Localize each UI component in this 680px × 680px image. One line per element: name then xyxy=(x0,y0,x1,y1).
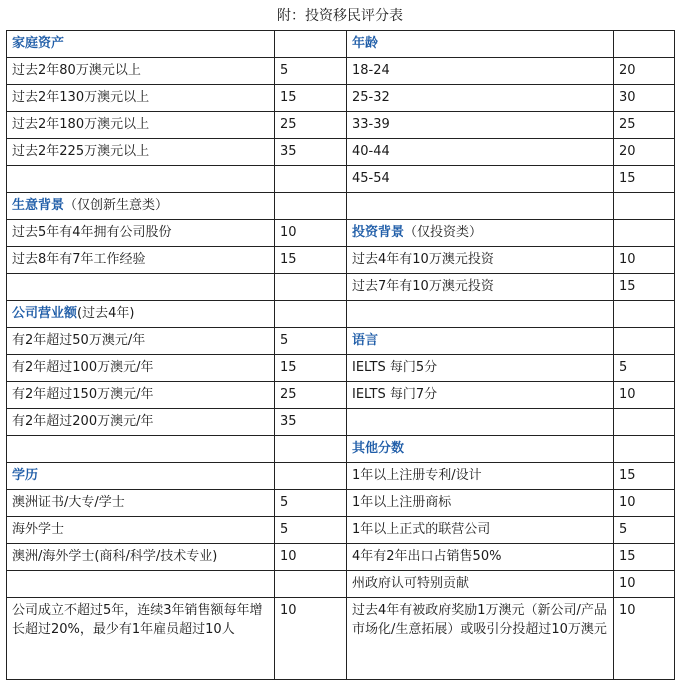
right-score-cell: 20 xyxy=(614,139,675,166)
left-score-cell: 15 xyxy=(275,247,347,274)
left-item-cell: 海外学士 xyxy=(7,517,275,544)
left-item-cell xyxy=(7,274,275,301)
table-row xyxy=(7,112,675,139)
left-score-cell xyxy=(275,571,347,598)
left-score-cell xyxy=(275,463,347,490)
right-item-cell xyxy=(347,193,614,220)
left-item-cell: 过去2年180万澳元以上 xyxy=(7,112,275,139)
right-item-cell: IELTS 每门7分 xyxy=(347,382,614,409)
table-row xyxy=(7,220,675,247)
left-item-cell: 有2年超过100万澳元/年 xyxy=(7,355,275,382)
right-item-cell: 4年有2年出口占销售50% xyxy=(347,544,614,571)
right-score-cell: 15 xyxy=(614,463,675,490)
left-item-cell: 澳洲证书/大专/学士 xyxy=(7,490,275,517)
table-row xyxy=(7,355,675,382)
section-note: （仅投资类） xyxy=(404,225,483,240)
right-score-cell xyxy=(614,31,675,58)
left-score-cell: 25 xyxy=(275,382,347,409)
left-item-cell xyxy=(7,166,275,193)
right-item-cell xyxy=(347,328,614,355)
left-item-cell: 有2年超过200万澳元/年 xyxy=(7,409,275,436)
table-row xyxy=(7,85,675,112)
left-item-cell xyxy=(7,436,275,463)
right-item-cell: 33-39 xyxy=(347,112,614,139)
right-score-cell xyxy=(614,193,675,220)
right-score-cell: 10 xyxy=(614,598,675,680)
table-row xyxy=(7,382,675,409)
section-note: （仅创新生意类） xyxy=(64,198,169,213)
right-score-cell xyxy=(614,436,675,463)
left-item-cell: 过去2年130万澳元以上 xyxy=(7,85,275,112)
table-row xyxy=(7,193,675,220)
section-header: 生意背景 xyxy=(12,198,65,213)
left-score-cell: 5 xyxy=(275,490,347,517)
points-table xyxy=(6,30,675,680)
left-score-cell: 10 xyxy=(275,544,347,571)
table-row xyxy=(7,409,675,436)
table-row xyxy=(7,463,675,490)
table-row xyxy=(7,517,675,544)
left-score-cell: 10 xyxy=(275,220,347,247)
right-score-cell: 10 xyxy=(614,382,675,409)
table-row xyxy=(7,328,675,355)
right-item-cell: 40-44 xyxy=(347,139,614,166)
right-item-cell xyxy=(347,31,614,58)
right-item-cell xyxy=(347,436,614,463)
right-item-cell xyxy=(347,220,614,247)
right-score-cell: 25 xyxy=(614,112,675,139)
left-item-cell xyxy=(7,571,275,598)
right-score-cell xyxy=(614,409,675,436)
right-item-cell: 过去7年有10万澳元投资 xyxy=(347,274,614,301)
table-row xyxy=(7,571,675,598)
right-score-cell: 10 xyxy=(614,490,675,517)
left-score-cell xyxy=(275,193,347,220)
right-score-cell: 30 xyxy=(614,85,675,112)
left-item-cell xyxy=(7,463,275,490)
left-score-cell xyxy=(275,166,347,193)
left-score-cell: 5 xyxy=(275,328,347,355)
left-item-cell: 过去5年有4年拥有公司股份 xyxy=(7,220,275,247)
right-score-cell: 5 xyxy=(614,355,675,382)
right-item-cell: 过去4年有被政府奖励1万澳元（新公司/产品市场化/生意拓展）或吸引分投超过10万澳元 xyxy=(347,598,614,680)
section-note: (过去4年) xyxy=(77,306,135,321)
section-header: 公司营业额 xyxy=(12,306,78,321)
left-score-cell: 25 xyxy=(275,112,347,139)
table-row xyxy=(7,247,675,274)
right-score-cell xyxy=(614,220,675,247)
section-header: 学历 xyxy=(12,468,39,483)
section-header: 其他分数 xyxy=(352,441,405,456)
table-row xyxy=(7,544,675,571)
left-item-cell: 公司成立不超过5年，连续3年销售额每年增长超过20%，最少有1年雇员超过10人 xyxy=(7,598,275,680)
right-item-cell: IELTS 每门5分 xyxy=(347,355,614,382)
table-row xyxy=(7,490,675,517)
table-row xyxy=(7,166,675,193)
left-score-cell xyxy=(275,274,347,301)
left-score-cell: 35 xyxy=(275,409,347,436)
page-title: 附：投资移民评分表 xyxy=(277,8,403,24)
left-item-cell: 有2年超过150万澳元/年 xyxy=(7,382,275,409)
left-item-cell xyxy=(7,301,275,328)
left-score-cell: 15 xyxy=(275,355,347,382)
table-row xyxy=(7,274,675,301)
right-score-cell: 10 xyxy=(614,247,675,274)
right-item-cell: 过去4年有10万澳元投资 xyxy=(347,247,614,274)
section-header: 投资背景 xyxy=(352,225,405,240)
table-row xyxy=(7,301,675,328)
left-item-cell: 过去2年80万澳元以上 xyxy=(7,58,275,85)
left-score-cell xyxy=(275,436,347,463)
left-item-cell: 过去8年有7年工作经验 xyxy=(7,247,275,274)
left-item-cell xyxy=(7,31,275,58)
right-item-cell: 45-54 xyxy=(347,166,614,193)
right-score-cell: 5 xyxy=(614,517,675,544)
right-item-cell xyxy=(347,301,614,328)
section-header: 家庭资产 xyxy=(12,36,65,51)
right-item-cell: 州政府认可特别贡献 xyxy=(347,571,614,598)
right-score-cell: 15 xyxy=(614,544,675,571)
left-score-cell: 5 xyxy=(275,58,347,85)
left-item-cell: 有2年超过50万澳元/年 xyxy=(7,328,275,355)
table-row xyxy=(7,58,675,85)
table-row xyxy=(7,31,675,58)
left-item-cell: 过去2年225万澳元以上 xyxy=(7,139,275,166)
right-score-cell xyxy=(614,328,675,355)
right-score-cell: 20 xyxy=(614,58,675,85)
left-score-cell: 35 xyxy=(275,139,347,166)
right-item-cell: 18-24 xyxy=(347,58,614,85)
section-header: 年龄 xyxy=(352,36,379,51)
table-row xyxy=(7,598,675,680)
right-score-cell: 15 xyxy=(614,166,675,193)
left-score-cell: 10 xyxy=(275,598,347,680)
left-item-cell: 澳洲/海外学士(商科/科学/技术专业) xyxy=(7,544,275,571)
table-row xyxy=(7,139,675,166)
right-score-cell xyxy=(614,301,675,328)
right-item-cell xyxy=(347,409,614,436)
right-score-cell: 15 xyxy=(614,274,675,301)
left-score-cell: 5 xyxy=(275,517,347,544)
right-item-cell: 1年以上注册商标 xyxy=(347,490,614,517)
left-score-cell xyxy=(275,301,347,328)
section-header: 语言 xyxy=(352,333,379,348)
left-score-cell: 15 xyxy=(275,85,347,112)
right-item-cell: 1年以上注册专利/设计 xyxy=(347,463,614,490)
right-item-cell: 25-32 xyxy=(347,85,614,112)
right-score-cell: 10 xyxy=(614,571,675,598)
left-score-cell xyxy=(275,31,347,58)
right-item-cell: 1年以上正式的联营公司 xyxy=(347,517,614,544)
left-item-cell xyxy=(7,193,275,220)
table-row xyxy=(7,436,675,463)
